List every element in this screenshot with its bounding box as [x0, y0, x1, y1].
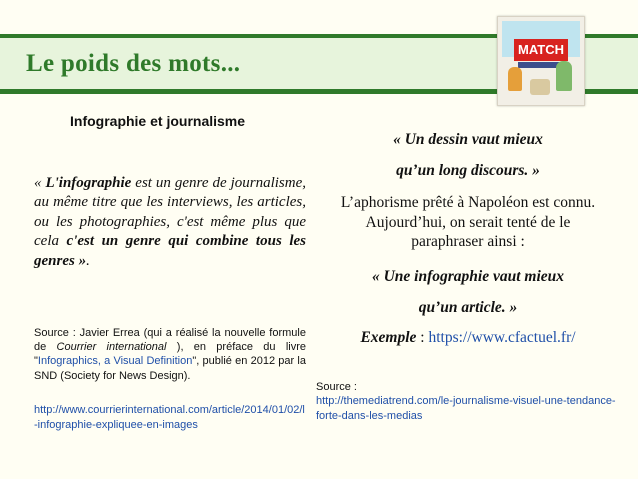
magazine-cover-image [497, 16, 585, 106]
right-source-label: Source : [316, 381, 357, 393]
right-source-url-link[interactable]: http://themediatrend.com/le-journalisme-visuel-une-tendance-forte-dans-les-medias [316, 395, 616, 422]
example-line: Exemple : https://www.cfactuel.fr/ [360, 328, 576, 346]
quote-emphasis: c'est un genre qui combine tous les genres » [34, 233, 306, 269]
cover-logo: MATCH [514, 39, 568, 61]
example-label: Exemple [360, 328, 417, 346]
aphorism-text: L’aphorisme prêté à Napoléon est connu. [340, 194, 596, 211]
left-source-url-link[interactable]: http://www.courrierinternational.com/article/2014/01/02/l-infographie-expliquee-en-images [34, 404, 305, 431]
book-title-link[interactable]: Infographics, a Visual Definition [37, 355, 193, 368]
napoleon-quote-line-1: « Un dessin vaut mieux [393, 131, 543, 148]
slide-title: Le poids des mots... [26, 50, 241, 77]
infographie-quote-line-1: « Une infographie vaut mieux [371, 267, 565, 285]
cover-figure [556, 61, 572, 91]
left-heading: Infographie et journalisme [70, 113, 246, 129]
napoleon-quote-line-2: qu’un long discours. » [396, 162, 540, 179]
paraphrase-text: Aujourd’hui, on serait tenté de le paraphraser ainsi : [365, 213, 571, 250]
right-source [316, 380, 616, 423]
infographie-quote-line-2: qu’un article. » [418, 298, 518, 316]
example-url-link[interactable]: https://www.cfactuel.fr/ [428, 328, 576, 346]
right-column [332, 130, 604, 348]
infographie-quote: « L'infographie est un genre de journalisme, au même titre que les interviews, les articles, ou les photographies, c'est même plus que cela c'est un genre qui combine tous les genres ». [34, 175, 306, 269]
left-source-text: Source : Javier Errea (qui a réalisé la nouvelle formule de Courrier international ), en préface du livre "Infographics, a Visual Definition", publié en 2012 par la SND (Society for News Design). [34, 327, 306, 382]
publication-name: Courrier international [56, 341, 167, 354]
quote-term: L'infographie [45, 175, 132, 191]
cover-figure [508, 67, 522, 91]
cover-figure [530, 79, 550, 95]
